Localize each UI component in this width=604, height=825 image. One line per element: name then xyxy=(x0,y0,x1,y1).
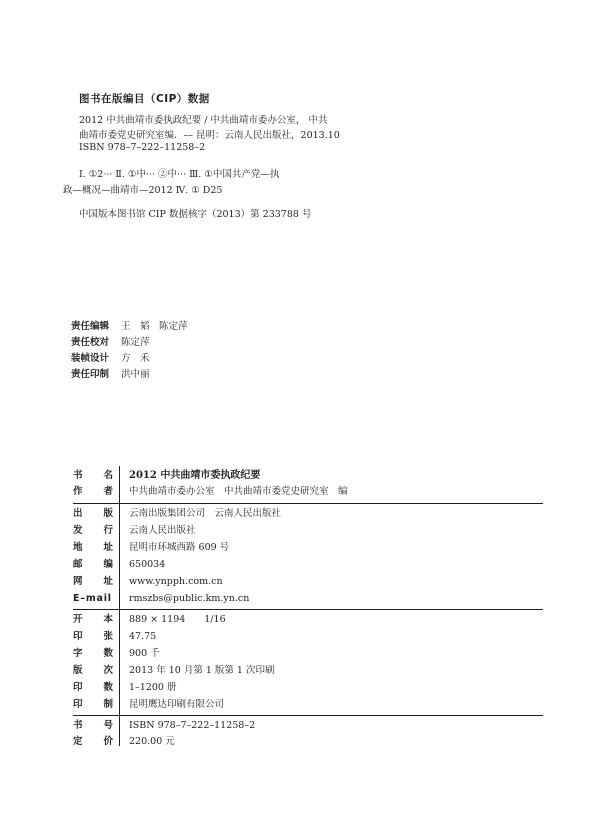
editor-row xyxy=(71,334,150,348)
cip-line: 2012 中共曲靖市委执政纪要 / 中共曲靖市委办公室， 中共 xyxy=(79,115,328,126)
editor-row xyxy=(71,350,150,364)
imprint-row-edition: 版 次 2013 年 10 月第 1 版第 1 次印刷 xyxy=(73,665,275,676)
email-address: rmszbs@public.km.yn.cn xyxy=(129,593,250,604)
imprint-row-printer: 印 制 昆明鹰达印刷有限公司 xyxy=(73,699,225,710)
imprint-row-author: 作 者 中共曲靖市委办公室 中共曲靖市委党史研究室 编 xyxy=(73,484,543,500)
isbn-number: ISBN 978–7–222–11258–2 xyxy=(129,720,256,731)
cip-line: 政—概况—曲靖市—2012 Ⅳ. ① D25 xyxy=(63,185,223,196)
imprint-row-email: E–mail rmszbs@public.km.yn.cn xyxy=(73,591,543,607)
editor-names: 王 韬 陈定萍 xyxy=(121,321,188,332)
imprint-row-distributor: 发 行 云南人民出版社 xyxy=(73,525,196,536)
editor-row xyxy=(71,366,150,380)
cip-line: Ⅰ. ①2··· Ⅱ. ①中··· ②中··· Ⅲ. ①中国共产党—执 xyxy=(79,169,280,180)
imprint-row-copies: 印 数 1–1200 册 xyxy=(73,682,177,693)
editor-names: 陈定萍 xyxy=(121,337,150,348)
editor-row xyxy=(71,318,188,332)
imprint-row-address: 地 址 昆明市环城西路 609 号 xyxy=(73,542,230,553)
imprint-row-website: 网 址 www.ynpph.com.cn xyxy=(73,574,543,590)
divider xyxy=(73,715,543,716)
imprint-row-postcode: 邮 编 650034 xyxy=(73,559,166,570)
editor-role: 责任印制 xyxy=(71,369,110,380)
divider xyxy=(73,609,543,610)
cip-catalog-number: 中国版本图书馆 CIP 数据核字（2013）第 233788 号 xyxy=(79,209,312,220)
book-title: 2012 中共曲靖市委执政纪要 xyxy=(129,470,261,481)
imprint-row-price: 定 价 220.00 元 xyxy=(73,734,543,750)
editor-role: 装帧设计 xyxy=(71,353,110,364)
cip-isbn: ISBN 978–7–222–11258–2 xyxy=(79,142,206,153)
editor-role: 责任校对 xyxy=(71,337,110,348)
website-link: www.ynpph.com.cn xyxy=(129,576,223,587)
cip-line: 曲靖市委党史研究室编．–– 昆明：云南人民出版社，2013.10 xyxy=(79,130,340,141)
imprint-row-publisher: 出 版 云南出版集团公司 云南人民出版社 xyxy=(73,508,282,519)
editor-names: 方 禾 xyxy=(121,353,150,364)
book-author: 中共曲靖市委办公室 中共曲靖市委党史研究室 编 xyxy=(129,486,348,497)
imprint-row-sheets: 印 张 47.75 xyxy=(73,631,157,642)
editor-names: 洪中丽 xyxy=(121,369,150,380)
cip-heading: 图书在版编目（CIP）数据 xyxy=(79,93,210,105)
imprint-row-words: 字 数 900 千 xyxy=(73,648,160,659)
price: 220.00 元 xyxy=(129,736,175,747)
divider xyxy=(73,503,543,504)
imprint-row-format: 开 本 889 × 1194 1/16 xyxy=(73,614,226,625)
editor-role: 责任编辑 xyxy=(71,321,110,332)
imprint-row-isbn: 书 号 ISBN 978–7–222–11258–2 xyxy=(73,718,543,734)
imprint-row-title: 书 名 2012 中共曲靖市委执政纪要 xyxy=(73,468,543,484)
